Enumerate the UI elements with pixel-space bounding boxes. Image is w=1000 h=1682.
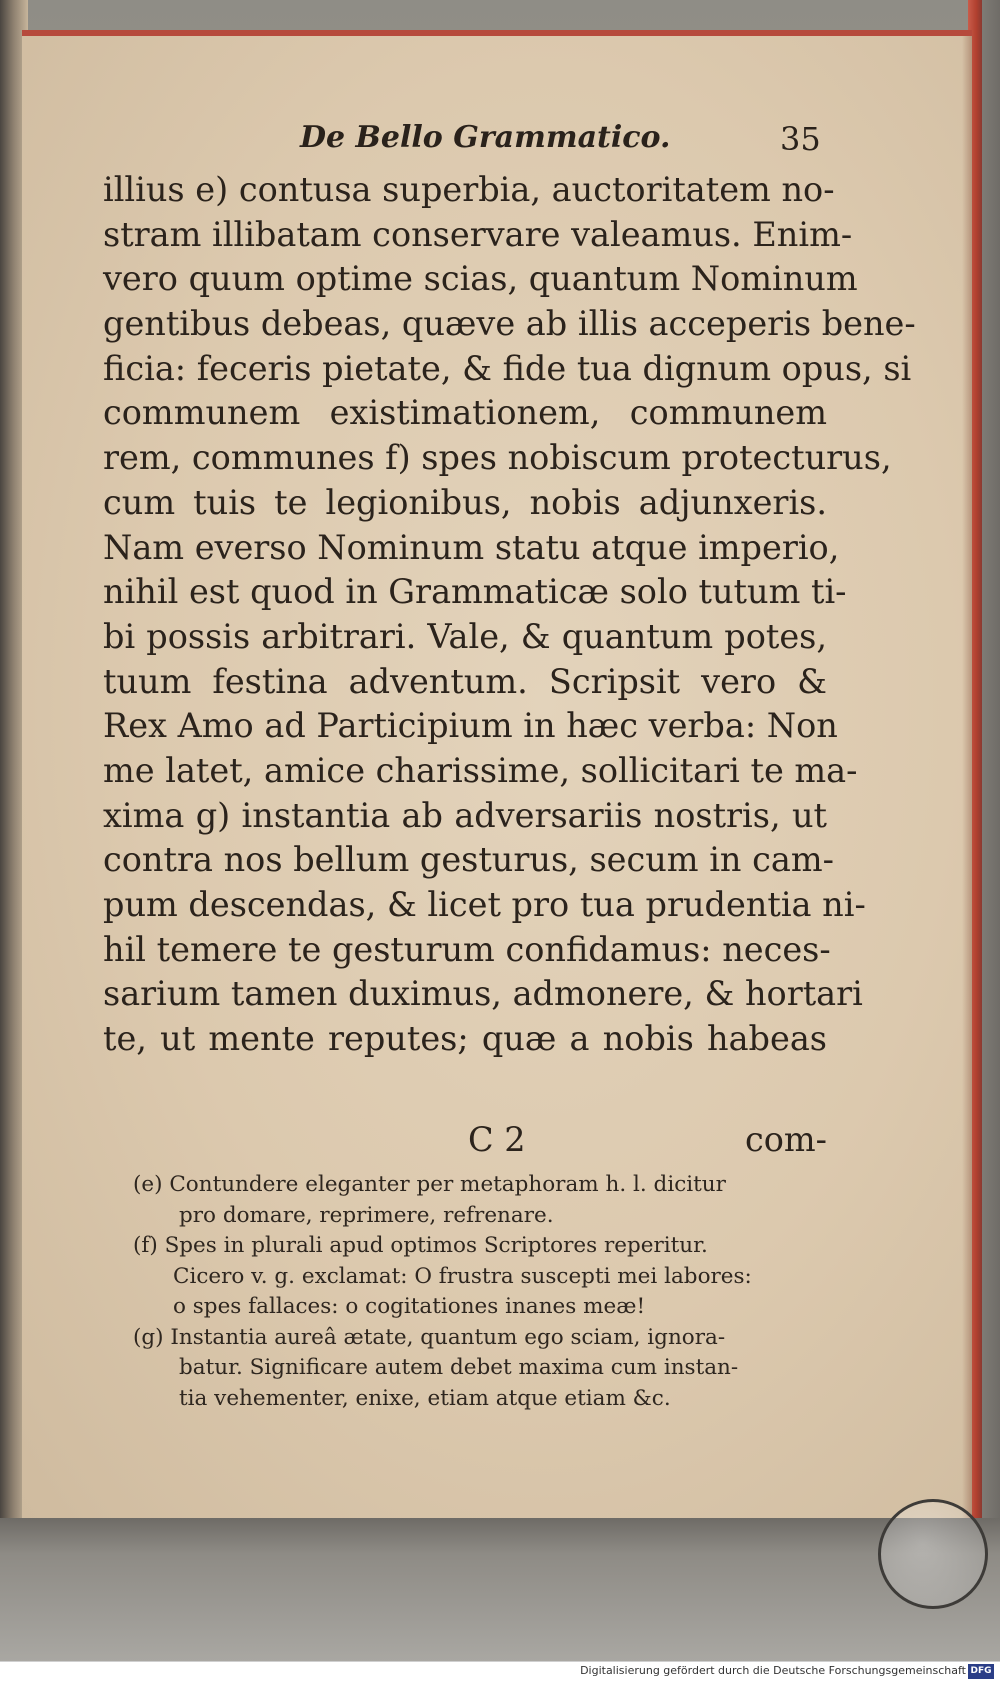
- footnote-line: (e) Contundere eleganter per metaphoram h. l. dicitur: [133, 1172, 726, 1197]
- scan-margin-right: [982, 0, 1000, 1681]
- text-line: bi possis arbitrari. Vale, & quantum potes,: [103, 616, 827, 656]
- footnote-line: (f) Spes in plurali apud optimos Scriptores reperitur.: [133, 1233, 708, 1258]
- running-head: De Bello Grammatico.: [300, 120, 671, 155]
- text-line: contra nos bellum gesturus, secum in cam-: [103, 840, 834, 880]
- text-line: xima g) instantia ab adversariis nostris, ut: [103, 795, 827, 835]
- footnote-line: tia vehementer, enixe, etiam atque etiam &c.: [179, 1385, 671, 1411]
- body-text: [103, 168, 916, 1062]
- footnote-line: (g) Instantia aureâ ætate, quantum ego sciam, ignora-: [133, 1324, 726, 1350]
- footnote-line: o spes fallaces: o cogitationes inanes meæ!: [173, 1294, 646, 1319]
- catchword: com-: [744, 1120, 827, 1159]
- footnote-line: batur. Significare autem debet maxima cum instan-: [179, 1355, 739, 1380]
- dfg-logo: DFG: [968, 1664, 994, 1679]
- text-line: tuum festina adventum. Scripsit vero &: [103, 661, 827, 701]
- text-line: ficia: feceris pietate, & fide tua dignum opus, si: [103, 348, 912, 388]
- text-line: nihil est quod in Grammaticæ solo tutum ti-: [103, 572, 847, 612]
- text-line: sarium tamen duximus, admonere, & hortari: [103, 974, 863, 1014]
- scan-margin-bottom: [0, 1518, 1000, 1661]
- text-line: Nam everso Nominum statu atque imperio,: [103, 527, 840, 567]
- magnifier-icon[interactable]: [878, 1499, 988, 1609]
- viewer-footer: [0, 1661, 1000, 1682]
- text-line: hil temere te gesturum confidamus: neces-: [103, 929, 831, 969]
- page-number: 35: [780, 120, 821, 158]
- funding-credit: Digitalisierung gefördert durch die Deutsche Forschungsgemeinschaft: [580, 1664, 966, 1677]
- text-line: Rex Amo ad Participium in hæc verba: Non: [103, 706, 838, 746]
- text-line: communem existimationem, communem: [103, 393, 827, 433]
- footnote-line: pro domare, reprimere, refrenare.: [179, 1202, 554, 1228]
- text-line: rem, communes f) spes nobiscum protecturus,: [103, 438, 892, 478]
- signature-mark: C 2: [468, 1120, 526, 1159]
- text-line: cum tuis te legionibus, nobis adjunxeris.: [103, 482, 827, 522]
- footnotes: [133, 1170, 833, 1414]
- page-header: [300, 120, 850, 162]
- text-line: stram illibatam conservare valeamus. Enim-: [103, 214, 853, 254]
- text-line: te, ut mente reputes; quæ a nobis habeas: [103, 1019, 827, 1059]
- text-line: illius e) contusa superbia, auctoritatem no-: [103, 170, 835, 209]
- text-line: gentibus debeas, quæve ab illis acceperis bene-: [103, 304, 916, 344]
- text-line: vero quum optime scias, quantum Nominum: [103, 259, 858, 299]
- footnote-line: Cicero v. g. exclamat: O frustra suscepti mei labores:: [173, 1263, 752, 1289]
- signature-line: [103, 1120, 827, 1164]
- text-line: pum descendas, & licet pro tua prudentia ni-: [103, 885, 866, 924]
- text-line: me latet, amice charissime, sollicitari te ma-: [103, 750, 858, 790]
